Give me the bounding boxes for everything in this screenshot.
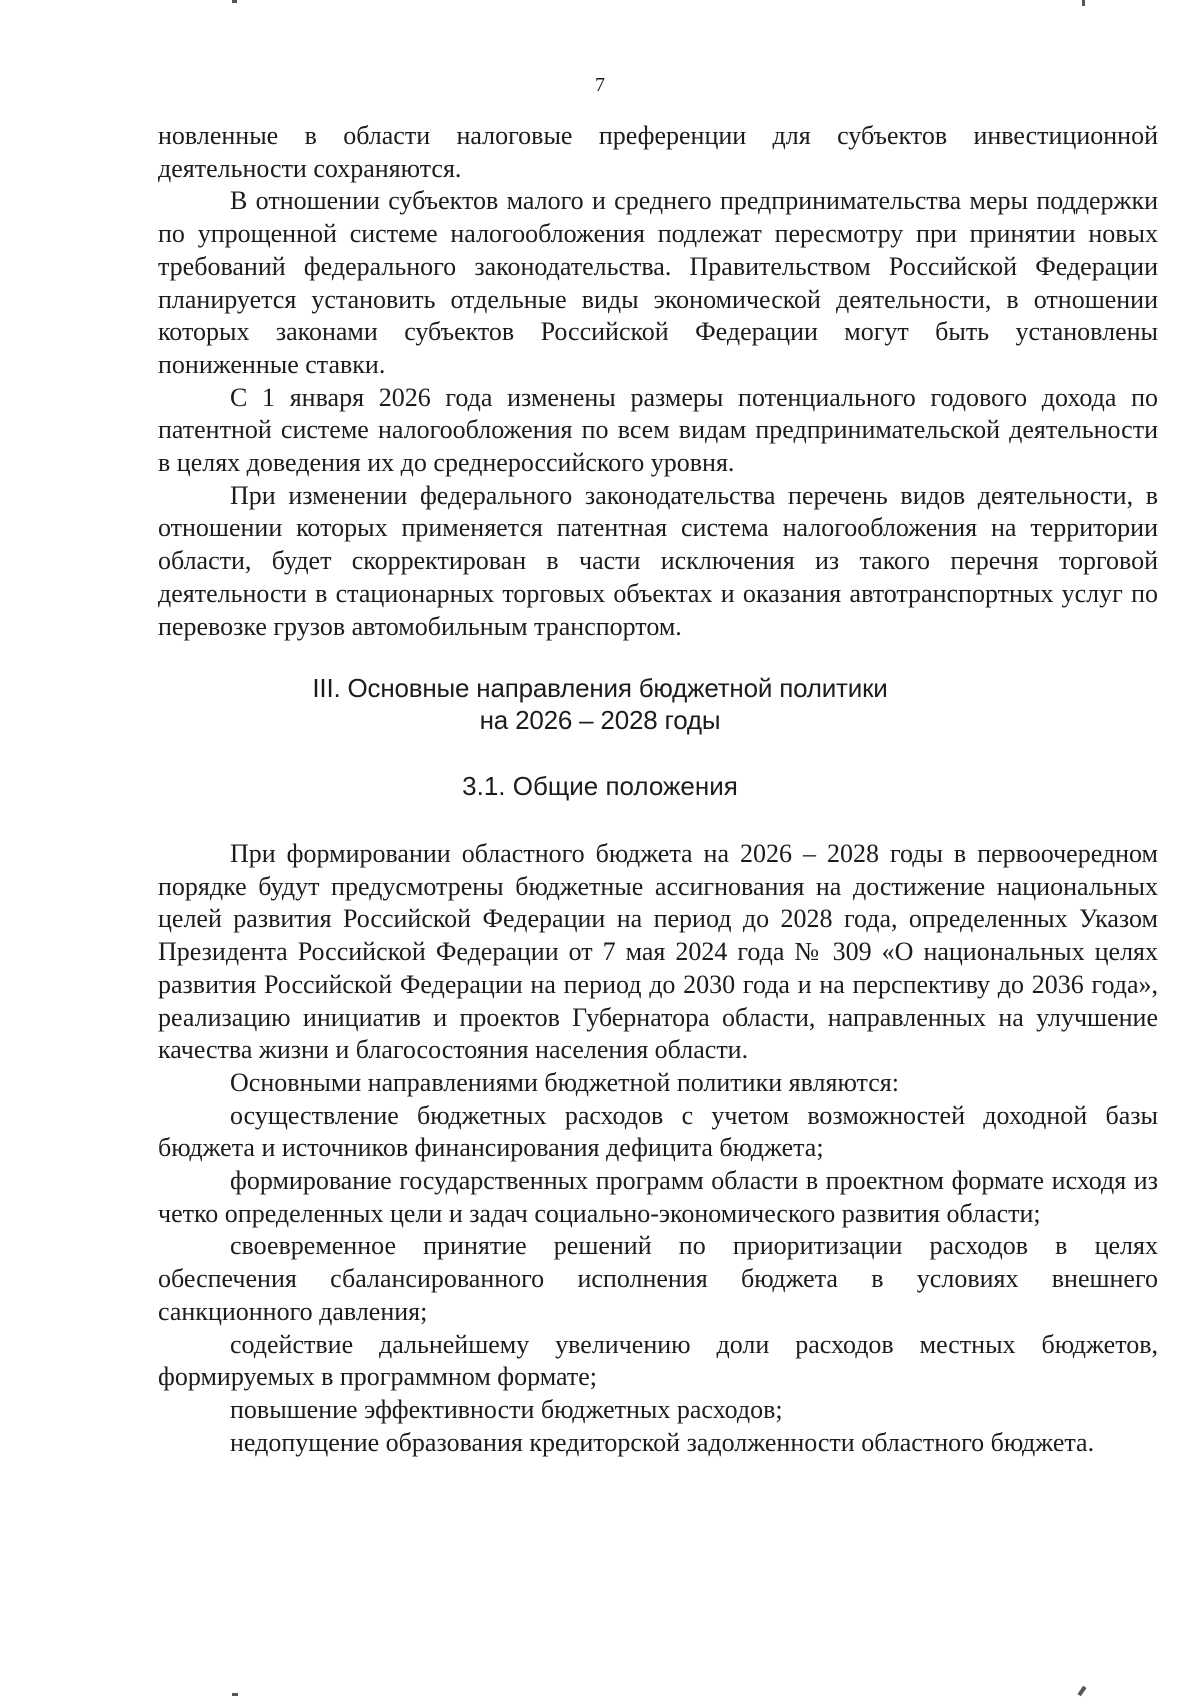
paragraph: новленные в области налоговые преференции для субъектов инвестиционной деятельности сохраняются. — [158, 121, 1158, 183]
budget-policy-text — [158, 838, 1158, 1459]
paragraph: Основными направлениями бюджетной политики являются: — [230, 1067, 899, 1097]
scan-mark-top-right — [1082, 0, 1085, 6]
paragraph: В отношении субъектов малого и среднего предпринимательства меры поддержки по упрощенной системе налогообложения подлежат пересмотру при принятии новых требований федерального законодательства. Правительством Российской Федерации планируется установить отдельные виды экономической деятельности, в отношении которых законами субъектов Российской Федерации могут быть установлены пониженные ставки. — [158, 186, 1158, 379]
paragraph: При изменении федерального законодательства перечень видов деятельности, в отношении которых применяется патентная система налогообложения на территории области, будет скорректирован в части исключения из такого перечня торговой деятельности в стационарных торговых объектах и оказания автотранспортных услуг по перевозке грузов автомобильным транспортом. — [158, 480, 1158, 641]
subsection-heading: 3.1. Общие положения — [462, 771, 738, 801]
section-heading — [0, 672, 1200, 736]
list-item: формирование государственных программ области в проектном формате исходя из четко определенных цели и задач социально-экономического развития области; — [158, 1166, 1158, 1228]
section-heading-line-1: III. Основные направления бюджетной политики — [312, 673, 888, 703]
list-item: повышение эффективности бюджетных расходов; — [230, 1394, 783, 1424]
list-item: недопущение образования кредиторской задолженности областного бюджета. — [230, 1427, 1095, 1457]
scan-mark-bottom-right — [1077, 1686, 1086, 1696]
paragraph: С 1 января 2026 года изменены размеры потенциального годового дохода по патентной системе налогообложения по всем видам предпринимательской деятельности в целях доведения их до среднероссийского уровня. — [158, 382, 1158, 478]
paragraph: При формировании областного бюджета на 2026 – 2028 годы в первоочередном порядке будут предусмотрены бюджетные ассигнования на достижение национальных целей развития Российской Федерации на период до 2028 года, определенных Указом Президента Российской Федерации от 7 мая 2024 года № 309 «О национальных целях развития Российской Федерации на период до 2030 года и на перспективу до 2036 года», реализацию инициатив и проектов Губернатора области, направленных на улучшение качества жизни и благосостояния населения области. — [158, 839, 1158, 1065]
list-item: содействие дальнейшему увеличению доли расходов местных бюджетов, формируемых в программном формате; — [158, 1329, 1158, 1392]
tax-policy-text — [158, 120, 1158, 643]
list-item: осуществление бюджетных расходов с учетом возможностей доходной базы бюджета и источников финансирования дефицита бюджета; — [158, 1100, 1158, 1163]
section-heading-line-2: на 2026 – 2028 годы — [479, 705, 721, 735]
page-number: 7 — [595, 74, 605, 96]
list-item: своевременное принятие решений по приоритизации расходов в целях обеспечения сбалансированного исполнения бюджета в условиях внешнего санкционного давления; — [158, 1231, 1158, 1326]
scan-mark-top-left — [232, 0, 237, 3]
scan-mark-bottom-left — [232, 1693, 238, 1696]
